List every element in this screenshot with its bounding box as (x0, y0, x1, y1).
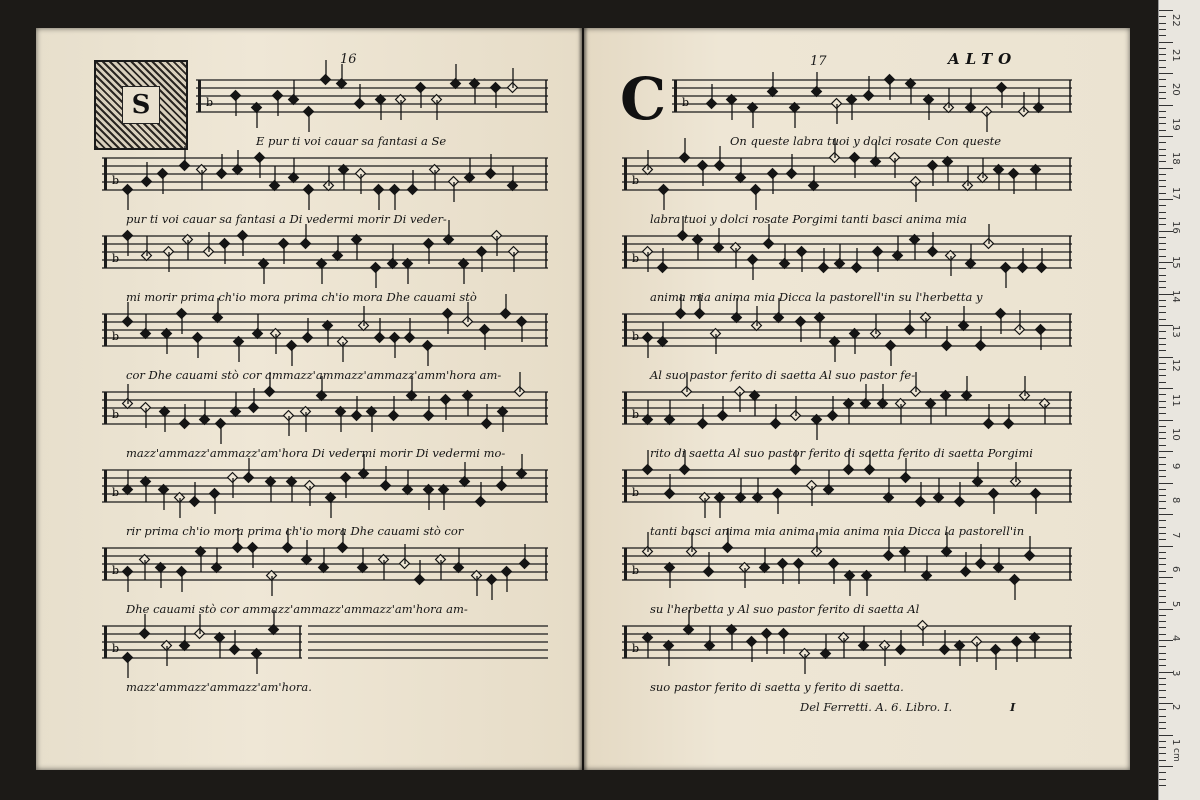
lyric-line: Al suo pastor ferito di saetta Al suo pastor fe- (650, 368, 916, 382)
ruler-tick (1159, 747, 1166, 748)
ruler-tick (1159, 533, 1166, 534)
ruler-tick (1159, 407, 1166, 408)
lyric-line: tanti basci anima mia anima mia anima mia Dicca la pastorell'in (650, 524, 1025, 538)
ruler-tick (1159, 60, 1166, 61)
ruler-tick (1159, 728, 1166, 729)
svg-text:b: b (206, 96, 214, 109)
ruler-tick (1159, 785, 1166, 786)
svg-text:b: b (632, 486, 640, 499)
ruler-number: 14 (1170, 290, 1181, 303)
initial-letter-c: C (620, 65, 667, 133)
svg-text:b: b (632, 330, 640, 343)
voice-part-header: ALTO (948, 50, 1018, 68)
ruler-tick (1159, 287, 1166, 288)
lyric-line: mi morir prima ch'io mora prima ch'io mora Dhe cauami stò (126, 290, 477, 304)
left-page-number: 16 (340, 52, 357, 67)
ruler-tick (1159, 697, 1166, 698)
ruler-tick (1159, 722, 1166, 723)
ruler-tick (1159, 716, 1166, 717)
ruler-tick (1159, 155, 1166, 156)
ruler-tick (1159, 457, 1166, 458)
ruler-tick (1159, 375, 1166, 376)
ruler-tick (1159, 464, 1166, 465)
ruler-tick (1159, 149, 1166, 150)
staff (622, 228, 1072, 278)
ruler-number: 16 (1170, 221, 1181, 234)
svg-text:b: b (632, 252, 640, 265)
ruler-tick (1159, 23, 1166, 24)
ruler-tick (1159, 520, 1166, 521)
ruler-tick (1159, 501, 1166, 502)
ruler-tick (1159, 92, 1166, 93)
measurement-ruler (1158, 0, 1200, 800)
ruler-tick (1159, 268, 1166, 269)
staff (622, 306, 1072, 356)
ruler-tick (1159, 48, 1166, 49)
staff (102, 540, 548, 590)
lyric-line: su l'herbetta y Al suo pastor ferito di saetta Al (650, 602, 920, 616)
ruler-unit-label: cm (1171, 748, 1181, 762)
svg-text:b: b (632, 564, 640, 577)
svg-text:b: b (632, 408, 640, 421)
lyric-line: cor Dhe cauami stò cor ammazz'ammazz'ammazz'amm'hora am- (126, 368, 502, 382)
ruler-tick (1159, 602, 1166, 603)
ruler-tick (1159, 539, 1166, 540)
ruler-tick (1159, 111, 1166, 112)
ruler-tick (1159, 401, 1166, 402)
ruler-number: 13 (1170, 324, 1181, 338)
right-page-number: 17 (810, 54, 827, 69)
ruler-tick (1159, 86, 1166, 87)
staff (102, 462, 548, 512)
ruler-tick (1159, 275, 1166, 276)
ruler-tick (1159, 665, 1166, 666)
ruler-tick (1159, 388, 1173, 389)
ruler-tick (1159, 357, 1173, 358)
ruler-tick (1159, 621, 1166, 622)
lyric-line: E pur ti voi cauar sa fantasi a Se (256, 134, 447, 148)
ruler-tick (1159, 445, 1166, 446)
svg-text:b: b (632, 642, 640, 655)
ruler-tick (1159, 256, 1166, 257)
ruler-tick (1159, 432, 1166, 433)
ruler-tick (1159, 16, 1166, 17)
ruler-tick (1159, 105, 1173, 106)
ruler-tick (1159, 10, 1173, 11)
staff (622, 384, 1072, 434)
svg-text:b: b (112, 642, 120, 655)
ruler-tick (1159, 123, 1166, 124)
ruler-tick (1159, 306, 1166, 307)
ruler-tick (1159, 564, 1166, 565)
staff (622, 540, 1072, 590)
signature-mark: I (1010, 700, 1016, 714)
svg-text:b: b (112, 564, 120, 577)
ruler-tick (1159, 690, 1166, 691)
svg-text:b: b (632, 174, 640, 187)
svg-text:b: b (112, 330, 120, 343)
ruler-tick (1159, 426, 1166, 427)
ruler-tick (1159, 174, 1166, 175)
empty-staff (308, 618, 548, 668)
ruler-tick (1159, 653, 1166, 654)
ruler-number: 11 (1170, 393, 1181, 407)
ruler-tick (1159, 54, 1166, 55)
lyric-line: Dhe cauami stò cor ammazz'ammazz'ammazz'am'hora am- (126, 602, 468, 616)
ruler-tick (1159, 596, 1166, 597)
svg-text:b: b (112, 486, 120, 499)
ruler-number: 1 (1170, 738, 1181, 745)
ruler-tick (1159, 583, 1166, 584)
ruler-tick (1159, 577, 1173, 578)
staff (102, 618, 302, 668)
ruler-tick (1159, 369, 1166, 370)
ruler-number: 3 (1170, 669, 1181, 676)
ruler-tick (1159, 243, 1166, 244)
ruler-tick (1159, 186, 1166, 187)
ruler-tick (1159, 98, 1166, 99)
staff (622, 462, 1072, 512)
staff (622, 618, 1072, 668)
ruler-number: 22 (1170, 14, 1181, 27)
staff (672, 72, 1072, 122)
ruler-tick (1159, 753, 1166, 754)
initial-letter: S (122, 86, 160, 124)
ruler-tick (1159, 527, 1166, 528)
ruler-tick (1159, 571, 1166, 572)
svg-text:b: b (112, 408, 120, 421)
ruler-tick (1159, 476, 1166, 477)
ruler-tick (1159, 312, 1166, 313)
ruler-tick (1159, 136, 1173, 137)
ruler-number: 8 (1170, 497, 1181, 504)
ruler-number: 15 (1170, 255, 1181, 269)
staff (102, 228, 548, 278)
ruler-number: 20 (1170, 83, 1181, 96)
ruler-tick (1159, 180, 1166, 181)
ruler-tick (1159, 73, 1173, 74)
ruler-tick (1159, 420, 1173, 421)
page-footer: Del Ferretti. A. 6. Libro. I. (800, 700, 953, 714)
ruler-tick (1159, 508, 1166, 509)
ruler-tick (1159, 205, 1166, 206)
ruler-tick (1159, 281, 1166, 282)
ruler-number: 10 (1170, 428, 1181, 441)
lyric-line: suo pastor ferito di saetta y ferito di saetta. (650, 680, 904, 694)
ruler-tick (1159, 514, 1173, 515)
ruler-tick (1159, 350, 1166, 351)
ruler-tick (1159, 558, 1166, 559)
ruler-tick (1159, 224, 1166, 225)
ruler-number: 6 (1170, 566, 1181, 573)
ruler-tick (1159, 249, 1166, 250)
staff (102, 150, 548, 200)
ruler-tick (1159, 760, 1166, 761)
ruler-tick (1159, 344, 1166, 345)
ruler-tick (1159, 382, 1166, 383)
ruler-tick (1159, 678, 1166, 679)
ruler-tick (1159, 646, 1166, 647)
staff (102, 384, 548, 434)
ruler-tick (1159, 237, 1166, 238)
ruler-tick (1159, 546, 1173, 547)
ruler-number: 9 (1170, 462, 1181, 469)
ruler-tick (1159, 495, 1166, 496)
ruler-tick (1159, 168, 1173, 169)
ruler-tick (1159, 29, 1166, 30)
ruler-tick (1159, 741, 1166, 742)
lyric-line: pur ti voi cauar sa fantasi a Di vedermi morir Di veder- (126, 212, 447, 226)
lyric-line: mazz'ammazz'ammazz'am'hora Di vedermi morir Di vedermi mo- (126, 446, 506, 460)
ruler-tick (1159, 735, 1173, 736)
ruler-tick (1159, 779, 1166, 780)
ruler-tick (1159, 634, 1166, 635)
ruler-number: 4 (1170, 635, 1181, 642)
ruler-tick (1159, 212, 1166, 213)
ruler-tick (1159, 590, 1166, 591)
ruler-tick (1159, 394, 1166, 395)
ruler-tick (1159, 338, 1166, 339)
ruler-tick (1159, 331, 1166, 332)
ruler-tick (1159, 42, 1173, 43)
ruler-tick (1159, 684, 1166, 685)
lyric-line: On queste labra tuoi y dolci rosate Con queste (730, 134, 1002, 148)
ruler-number: 2 (1170, 704, 1181, 711)
ruler-tick (1159, 483, 1173, 484)
svg-text:b: b (112, 174, 120, 187)
ruler-number: 18 (1170, 152, 1181, 165)
ruler-tick (1159, 659, 1166, 660)
ruler-tick (1159, 67, 1166, 68)
ruler-tick (1159, 709, 1166, 710)
ruler-tick (1159, 470, 1166, 471)
ruler-number: 12 (1170, 359, 1181, 372)
lyric-line: anima mia anima mia Dicca la pastorell'in su l'herbetta y (650, 290, 983, 304)
decorated-initial (94, 60, 188, 150)
ruler-number: 21 (1170, 48, 1181, 62)
book-gutter (578, 28, 588, 770)
ruler-tick (1159, 438, 1166, 439)
ruler-tick (1159, 413, 1166, 414)
ruler-number: 7 (1170, 531, 1181, 538)
ruler-tick (1159, 35, 1166, 36)
staff (196, 72, 548, 122)
ruler-tick (1159, 79, 1166, 80)
ruler-tick (1159, 552, 1166, 553)
ruler-number: 19 (1170, 117, 1181, 131)
ruler-tick (1159, 193, 1166, 194)
lyric-line: mazz'ammazz'ammazz'am'hora. (126, 680, 312, 694)
ruler-tick (1159, 772, 1166, 773)
ruler-tick (1159, 300, 1166, 301)
svg-text:b: b (682, 96, 690, 109)
ruler-number: 17 (1170, 186, 1181, 200)
ruler-tick (1159, 161, 1166, 162)
ruler-tick (1159, 609, 1173, 610)
staff (622, 150, 1072, 200)
ruler-tick (1159, 615, 1166, 616)
ruler-tick (1159, 766, 1173, 767)
ruler-tick (1159, 142, 1166, 143)
ruler-tick (1159, 363, 1166, 364)
lyric-line: rito di saetta Al suo pastor ferito di saetta ferito di saetta Porgimi (650, 446, 1033, 460)
ruler-tick (1159, 627, 1166, 628)
ruler-tick (1159, 319, 1166, 320)
ruler-number: 5 (1170, 600, 1181, 607)
ruler-tick (1159, 451, 1173, 452)
ruler-tick (1159, 218, 1166, 219)
lyric-line: rir prima ch'io mora prima ch'io mora Dhe cauami stò cor (126, 524, 464, 538)
lyric-line: labra tuoi y dolci rosate Porgimi tanti basci anima mia (650, 212, 967, 226)
ruler-tick (1159, 489, 1166, 490)
ruler-tick (1159, 130, 1166, 131)
staff (102, 306, 548, 356)
ruler-tick (1159, 117, 1166, 118)
svg-text:b: b (112, 252, 120, 265)
